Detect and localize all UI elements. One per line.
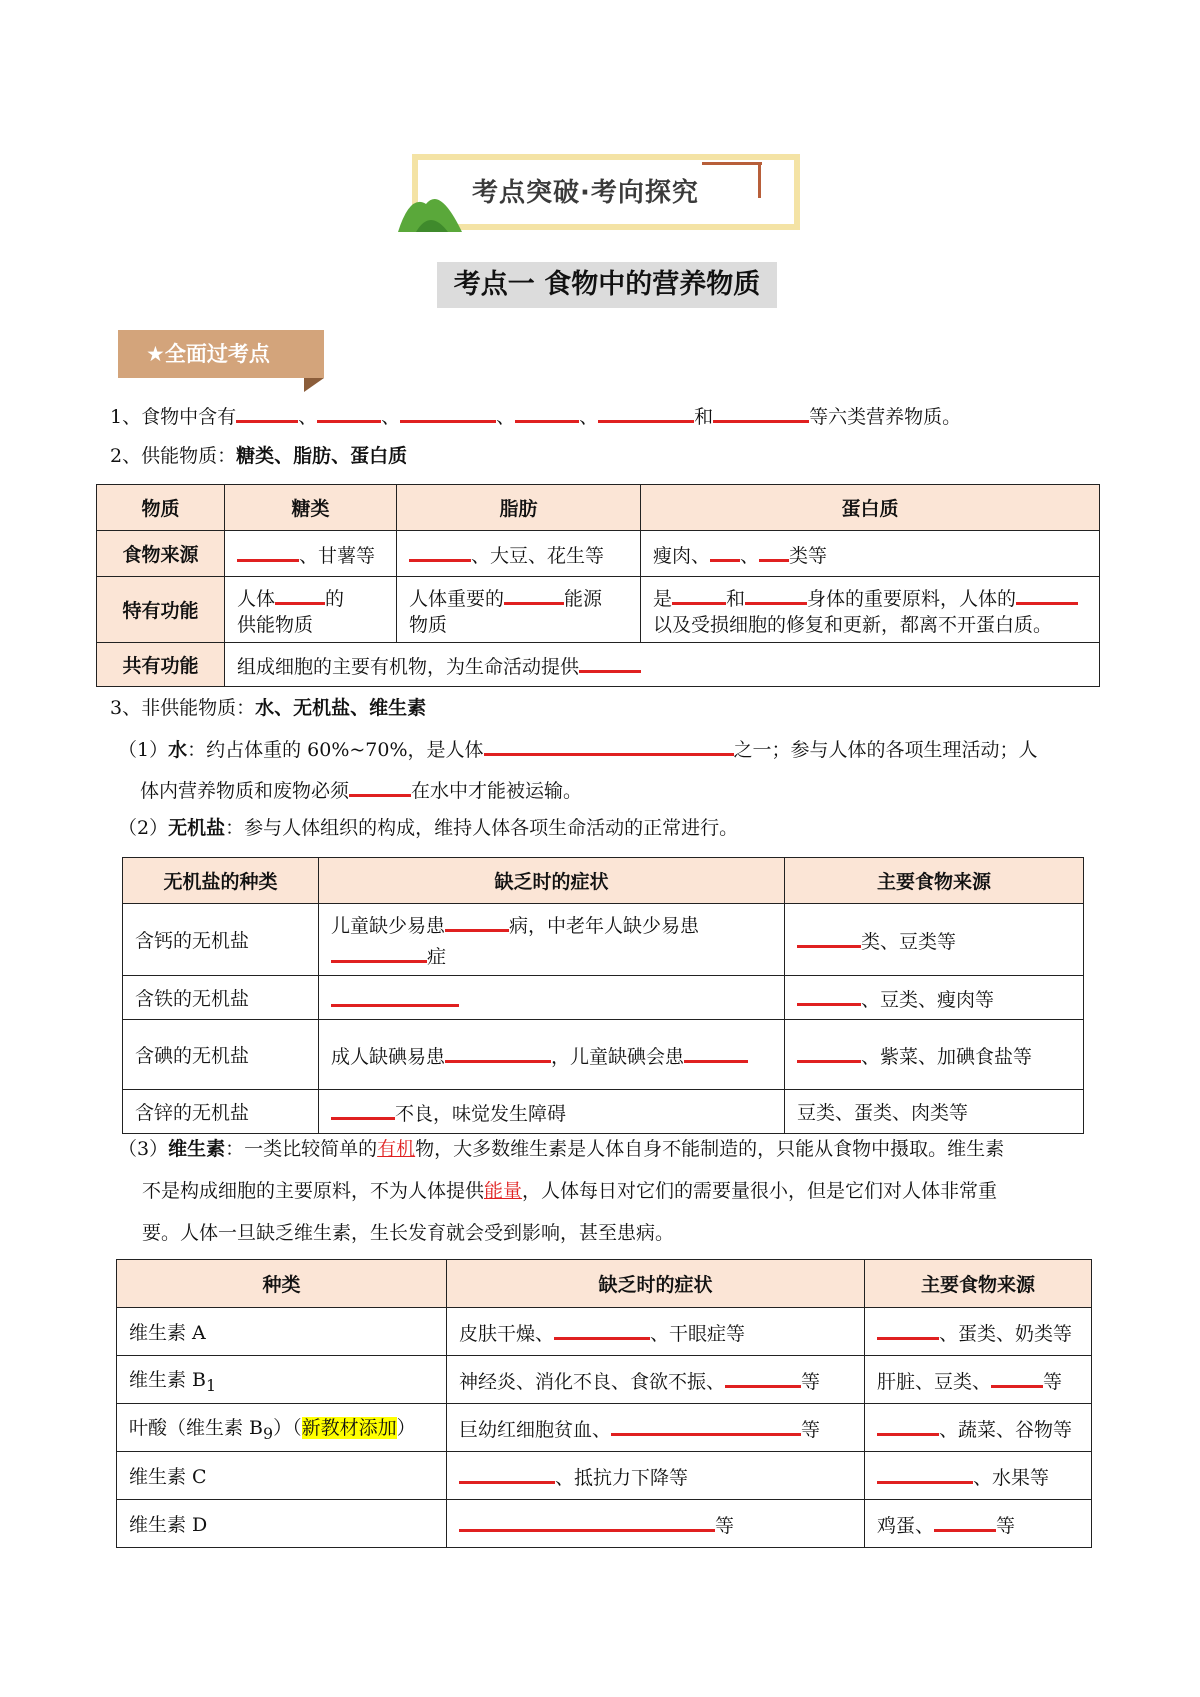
blank xyxy=(317,400,381,423)
banner-decor-line xyxy=(758,164,761,198)
vitamin-table xyxy=(116,1259,1092,1548)
blank xyxy=(759,539,789,562)
section-tag xyxy=(118,330,324,390)
blank xyxy=(515,400,579,423)
blank xyxy=(459,1509,715,1532)
blank xyxy=(611,1413,801,1436)
blank xyxy=(331,984,459,1007)
mineral-table xyxy=(122,857,1084,1134)
table-row: 维生素 A 皮肤干燥、 、干眼症等 、蛋类、奶类等 xyxy=(117,1308,1092,1356)
blank xyxy=(1016,582,1078,605)
blank xyxy=(797,1040,861,1063)
blank xyxy=(349,774,411,797)
salt-paragraph: （2）无机盐：参与人体组织的构成，维持人体各项生命活动的正常进行。 xyxy=(118,817,739,839)
tag-fold xyxy=(304,378,324,392)
banner-text: 考点突破·考向探究 xyxy=(472,178,699,208)
blank xyxy=(275,582,325,605)
table-header: 脂肪 xyxy=(397,485,641,531)
table-header: 种类 xyxy=(117,1260,447,1308)
blank xyxy=(237,539,299,562)
water-paragraph: （1）水：约占体重的 60%~70%，是人体 之一；参与人体的各项生理活动；人 xyxy=(118,733,1038,764)
hill-icon xyxy=(396,182,466,234)
blank xyxy=(459,1461,555,1484)
blank xyxy=(484,733,734,756)
item-2: 2、供能物质：糖类、脂肪、蛋白质 xyxy=(110,445,408,467)
blank xyxy=(579,650,641,673)
table-row: 含碘的无机盐 成人缺碘易患 ，儿童缺碘会患 、紫菜、加碘食盐等 xyxy=(123,1020,1084,1090)
blank xyxy=(331,940,427,963)
table-row: 食物来源 、甘薯等 、大豆、花生等 瘦肉、 、 类等 xyxy=(97,531,1100,577)
blank xyxy=(445,1040,551,1063)
blank xyxy=(672,582,726,605)
blank xyxy=(684,1040,748,1063)
table-header: 蛋白质 xyxy=(641,485,1100,531)
blank xyxy=(934,1509,996,1532)
blank xyxy=(745,582,807,605)
table-row: 含铁的无机盐 、豆类、瘦肉等 xyxy=(123,976,1084,1020)
table-header: 主要食物来源 xyxy=(865,1260,1092,1308)
table-header: 缺乏时的症状 xyxy=(447,1260,865,1308)
table-row: 叶酸（维生素 $B_9$）（新教材添加） 巨幼红细胞贫血、 等 、蔬菜、谷物等 xyxy=(117,1404,1092,1452)
blank xyxy=(797,983,861,1006)
table-row: 含锌的无机盐 不良，味觉发生障碍 豆类、蛋类、肉类等 xyxy=(123,1090,1084,1134)
blank xyxy=(877,1317,939,1340)
table-row: 维生素 D 等 鸡蛋、 等 xyxy=(117,1500,1092,1548)
blank xyxy=(504,582,564,605)
energy-nutrients-table xyxy=(96,484,1100,687)
blank xyxy=(725,1365,801,1388)
vitamin-paragraph: （3）维生素：一类比较简单的有机物，大多数维生素是人体自身不能制造的，只能从食物中摄取。维生素 xyxy=(118,1138,1005,1160)
banner-decor-line xyxy=(702,162,762,165)
table-header: 主要食物来源 xyxy=(785,858,1084,904)
blank xyxy=(331,1097,395,1120)
table-header: 无机盐的种类 xyxy=(123,858,319,904)
blank xyxy=(877,1413,939,1436)
blank xyxy=(445,909,509,932)
highlight-new-textbook: 新教材添加 xyxy=(301,1416,397,1439)
table-row: 维生素 C 、抵抗力下降等 、水果等 xyxy=(117,1452,1092,1500)
blank xyxy=(598,400,694,423)
item-3: 3、非供能物质：水、无机盐、维生素 xyxy=(110,697,427,719)
blank xyxy=(400,400,496,423)
item-1: 1、食物中含有 、 、 、 、 和 等六类营养物质。 xyxy=(110,400,961,431)
table-header: 物质 xyxy=(97,485,225,531)
table-header: 缺乏时的症状 xyxy=(319,858,785,904)
header-banner xyxy=(402,150,802,236)
blank xyxy=(554,1317,650,1340)
blank xyxy=(710,539,740,562)
blank xyxy=(991,1365,1043,1388)
vitamin-paragraph-cont: 要。人体一旦缺乏维生素，生长发育就会受到影响，甚至患病。 xyxy=(142,1222,675,1244)
water-paragraph-cont: 体内营养物质和废物必须 在水中才能被运输。 xyxy=(140,774,582,805)
blank xyxy=(877,1461,973,1484)
vitamin-paragraph-cont: 不是构成细胞的主要原料，不为人体提供能量，人体每日对它们的需要量很小，但是它们对人体非常重 xyxy=(142,1180,998,1202)
page-title: 考点一 食物中的营养物质 xyxy=(437,262,777,308)
table-row: 含钙的无机盐 儿童缺少易患 病，中老年人缺少易患 症 类、豆类等 xyxy=(123,904,1084,976)
blank xyxy=(713,400,809,423)
blank xyxy=(797,925,861,948)
table-row: 维生素 $B_1$ 神经炎、消化不良、食欲不振、 等 肝脏、豆类、 等 xyxy=(117,1356,1092,1404)
section-tag-label: ★全面过考点 xyxy=(118,330,324,378)
table-row: 共有功能 组成细胞的主要有机物，为生命活动提供 xyxy=(97,643,1100,687)
table-header: 糖类 xyxy=(225,485,397,531)
blank xyxy=(409,539,471,562)
table-row: 特有功能 人体 的 供能物质 人体重要的 能源 物质 是 和 身体的重要原料，人体的 以及受损细胞的修复和更新，都离不开蛋白质。 xyxy=(97,577,1100,643)
blank xyxy=(236,400,298,423)
